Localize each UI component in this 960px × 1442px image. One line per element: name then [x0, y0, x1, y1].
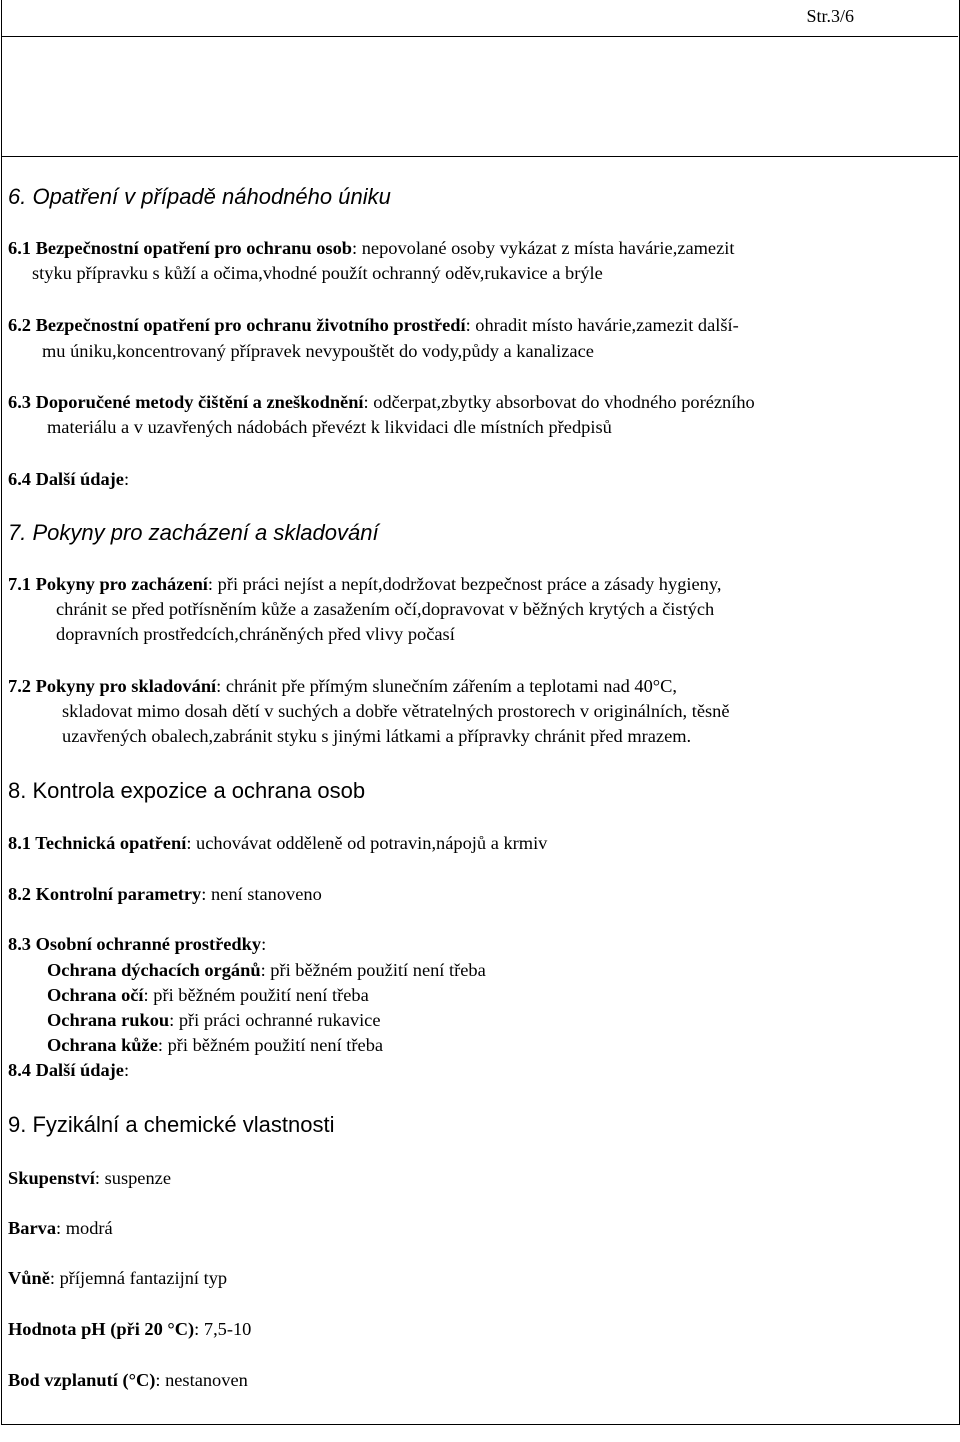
item-7-1-text3: dopravních prostředcích,chráněných před vlivy počasí	[56, 624, 455, 644]
item-8-3-line	[8, 932, 266, 958]
field-color	[8, 1216, 113, 1242]
item-8-2-text: : není stanoveno	[201, 884, 322, 904]
item-8-3-row-respiratory	[47, 958, 486, 984]
row-hands-label: Ochrana rukou	[47, 1010, 170, 1030]
item-6-3-label: 6.3 Doporučené metody čištění a zneškodnění	[8, 392, 364, 412]
item-8-3-row-hands	[47, 1008, 381, 1034]
field-ph-value: : 7,5-10	[194, 1319, 252, 1339]
item-6-2-text1: : ohradit místo havárie,zamezit další-	[465, 315, 739, 335]
item-6-3-text1: : odčerpat,zbytky absorbovat do vhodného porézního	[363, 392, 755, 412]
field-state-label: Skupenství	[8, 1168, 95, 1188]
item-8-1-label: 8.1 Technická opatření	[8, 833, 187, 853]
item-7-2-text2: skladovat mimo dosah dětí v suchých a dobře větratelných prostorech v originálních, těsně	[62, 701, 730, 721]
field-state-value: : suspenze	[94, 1168, 171, 1188]
header-rule	[1, 36, 958, 37]
row-respiratory-text: : při běžném použití není třeba	[260, 960, 486, 980]
item-6-1-line1	[8, 236, 734, 262]
item-7-1-text2: chránit se před potřísněním kůže a zasažením očí,dopravovat v běžných krytých a čistých	[56, 599, 715, 619]
section-6-title: 6. Opatření v případě náhodného úniku	[8, 184, 391, 209]
page-number: Str.3/6	[806, 6, 854, 26]
header-rule-bottom	[1, 156, 958, 157]
item-7-2-label: 7.2 Pokyny pro skladování	[8, 676, 217, 696]
item-8-3-row-eyes	[47, 983, 369, 1009]
item-8-2-label: 8.2 Kontrolní parametry	[8, 884, 202, 904]
item-6-4-line	[8, 467, 129, 493]
item-7-1-line1	[8, 572, 721, 598]
item-8-1-text: : uchovávat odděleně od potravin,nápojů a krmiv	[186, 833, 548, 853]
row-skin-label: Ochrana kůže	[47, 1035, 158, 1055]
item-7-2-text3: uzavřených obalech,zabránit styku s jinými látkami a přípravky chránit před mrazem.	[62, 726, 692, 746]
field-odor-label: Vůně	[8, 1268, 50, 1288]
field-color-label: Barva	[8, 1218, 57, 1238]
field-flash-point-value: : nestanoven	[155, 1370, 248, 1390]
section-8-title: 8. Kontrola expozice a ochrana osob	[8, 778, 366, 803]
item-6-2-label: 6.2 Bezpečnostní opatření pro ochranu životního prostředí	[8, 315, 466, 335]
row-respiratory-label: Ochrana dýchacích orgánů	[47, 960, 261, 980]
field-color-value: : modrá	[56, 1218, 113, 1238]
bottom-left-tick	[1, 1412, 2, 1424]
field-odor-value: : příjemná fantazijní typ	[49, 1268, 228, 1288]
item-6-3-text2: materiálu a v uzavřených nádobách převézt k likvidaci dle místních předpisů	[47, 417, 612, 437]
field-flash-point-label: Bod vzplanutí (°C)	[8, 1370, 156, 1390]
row-skin-text: : při běžném použití není třeba	[157, 1035, 384, 1055]
item-6-4-text: :	[123, 469, 130, 489]
item-6-3-line1	[8, 390, 755, 416]
field-ph-label: Hodnota pH (při 20 °C)	[8, 1319, 195, 1339]
item-6-1-label: 6.1 Bezpečnostní opatření pro ochranu osob	[8, 238, 352, 258]
field-state	[8, 1166, 171, 1192]
item-6-2-text2: mu úniku,koncentrovaný přípravek nevypouštět do vody,půdy a kanalizace	[42, 341, 594, 361]
item-7-1-label: 7.1 Pokyny pro zacházení	[8, 574, 208, 594]
item-6-1-text1: : nepovolané osoby vykázat z místa havárie,zamezit	[352, 238, 735, 258]
field-odor	[8, 1266, 227, 1292]
item-8-4-text: :	[123, 1060, 130, 1080]
item-8-3-text: :	[261, 934, 267, 954]
field-flash-point	[8, 1368, 248, 1394]
item-8-4-label: 8.4 Další údaje	[8, 1060, 124, 1080]
section-7-title: 7. Pokyny pro zacházení a skladování	[8, 520, 379, 545]
item-8-4-line	[8, 1058, 129, 1084]
item-8-3-label: 8.3 Osobní ochranné prostředky	[8, 934, 262, 954]
row-eyes-label: Ochrana očí	[47, 985, 144, 1005]
item-7-2-line1	[8, 674, 677, 700]
item-8-1-line	[8, 831, 547, 857]
field-ph	[8, 1317, 251, 1343]
item-7-1-text1: : při práci nejíst a nepít,dodržovat bezpečnost práce a zásady hygieny,	[207, 574, 722, 594]
item-6-4-label: 6.4 Další údaje	[8, 469, 124, 489]
row-eyes-text: : při běžném použití není třeba	[143, 985, 369, 1005]
item-6-2-line1	[8, 313, 739, 339]
item-6-1-text2: styku přípravku s kůží a očima,vhodné použít ochranný oděv,rukavice a brýle	[32, 263, 603, 283]
row-hands-text: : při práci ochranné rukavice	[169, 1010, 381, 1030]
item-8-3-row-skin	[47, 1033, 383, 1059]
section-9-title: 9. Fyzikální a chemické vlastnosti	[8, 1112, 335, 1137]
item-8-2-line	[8, 882, 322, 908]
item-7-2-text1: : chránit pře přímým slunečním zářením a teplotami nad 40°C,	[216, 676, 678, 696]
